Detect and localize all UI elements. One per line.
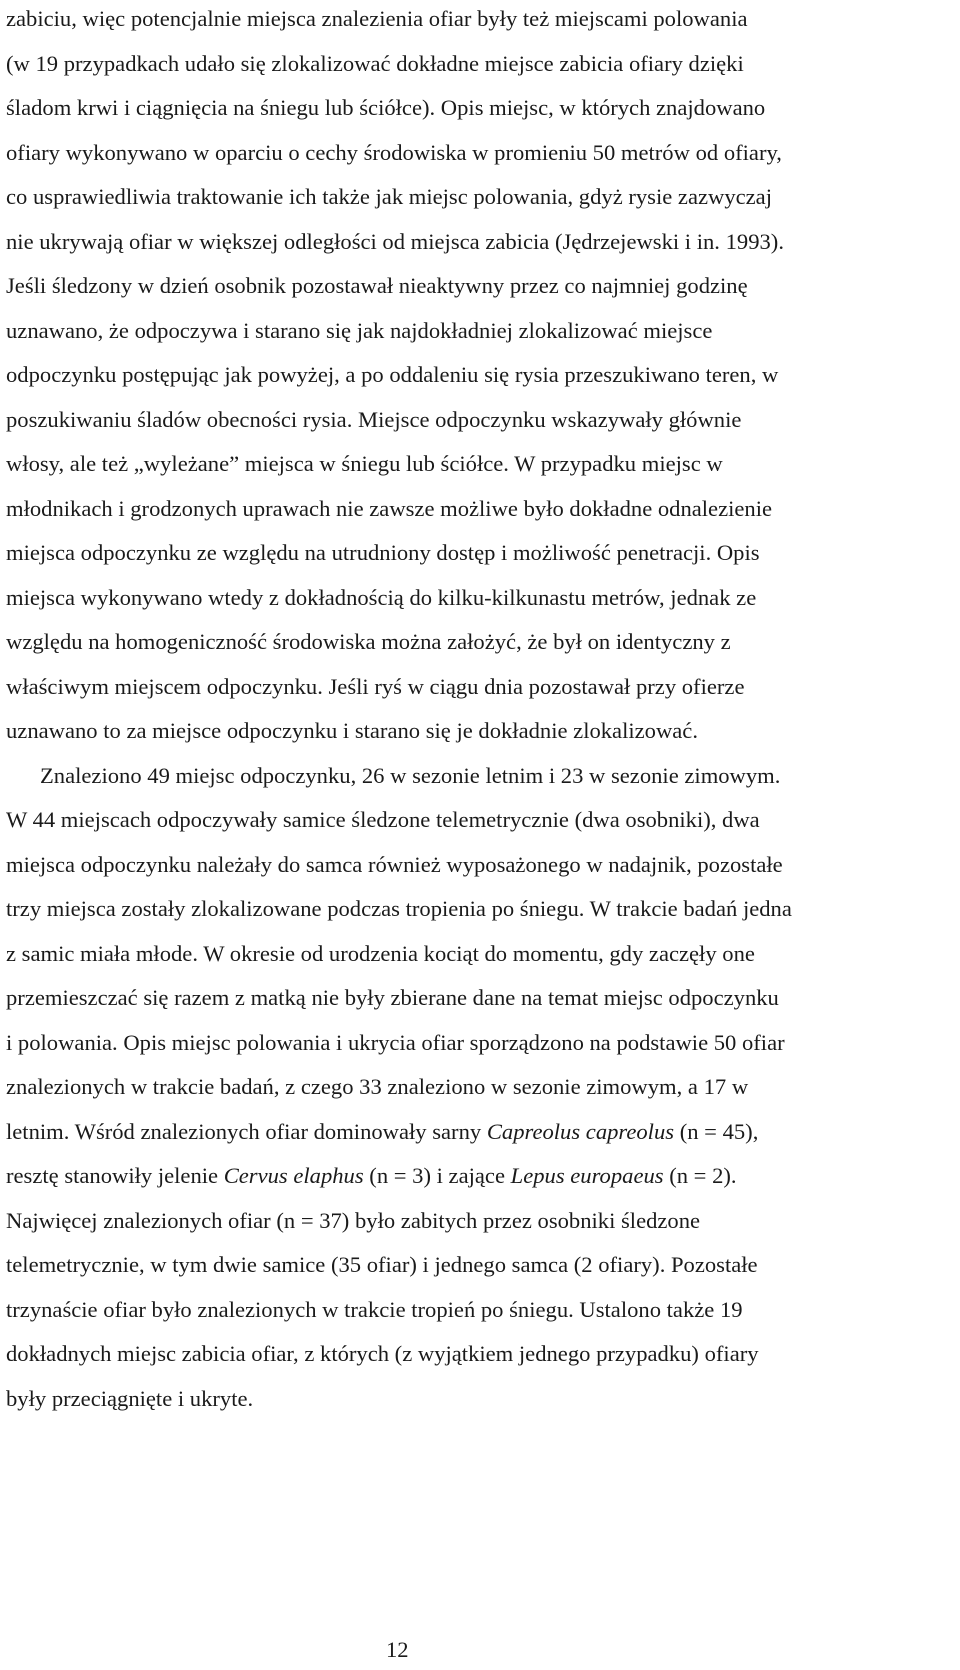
text-line: znalezionych w trakcie badań, z czego 33 znaleziono w sezonie zimowym, a 17 w <box>6 1074 749 1099</box>
species-name: Capreolus capreolus <box>486 1119 675 1144</box>
text-line: Znaleziono 49 miejsc odpoczynku, 26 w sezonie letnim i 23 w sezonie zimowym. <box>40 763 781 788</box>
text-line: zabiciu, więc potencjalnie miejsca znalezienia ofiar były też miejscami polowania <box>6 6 748 31</box>
text-line: miejsca wykonywano wtedy z dokładnością do kilku-kilkunastu metrów, jednak ze <box>6 585 757 610</box>
text-line: ofiary wykonywano w oparciu o cechy środowiska w promieniu 50 metrów od ofiary, <box>6 140 782 165</box>
text-segment: letnim. Wśród znalezionych ofiar dominowały sarny <box>6 1119 487 1144</box>
page-number: 12 <box>386 1637 409 1662</box>
species-name: Cervus elaphus <box>223 1163 364 1188</box>
text-line <box>6 1117 758 1147</box>
text-line: przemieszczać się razem z matką nie były zbierane dane na temat miejsc odpoczynku <box>6 985 779 1010</box>
text-line: i polowania. Opis miejsc polowania i ukrycia ofiar sporządzono na podstawie 50 ofiar <box>6 1030 785 1055</box>
text-segment: (n = 45), <box>674 1119 759 1144</box>
text-line: poszukiwaniu śladów obecności rysia. Miejsce odpoczynku wskazywały głównie <box>6 407 742 432</box>
text-line: uznawano, że odpoczywa i starano się jak najdokładniej zlokalizować miejsce <box>6 318 713 343</box>
text-line: W 44 miejscach odpoczywały samice śledzone telemetrycznie (dwa osobniki), dwa <box>6 807 760 832</box>
species-name: Lepus europaeus <box>510 1163 664 1188</box>
text-line: Jeśli śledzony w dzień osobnik pozostawał nieaktywny przez co najmniej godzinę <box>6 273 748 298</box>
text-segment: (n = 3) i zające <box>363 1163 511 1188</box>
text-line: śladom krwi i ciągnięcia na śniegu lub ściółce). Opis miejsc, w których znajdowano <box>6 95 766 120</box>
text-line: były przeciągnięte i ukryte. <box>6 1386 254 1411</box>
text-line: z samic miała młode. W okresie od urodzenia kociąt do momentu, gdy zaczęły one <box>6 941 755 966</box>
text-line: co usprawiedliwia traktowanie ich także jak miejsc polowania, gdyż rysie zazwyczaj <box>6 184 772 209</box>
text-line: dokładnych miejsc zabicia ofiar, z których (z wyjątkiem jednego przypadku) ofiary <box>6 1341 759 1366</box>
text-line: (w 19 przypadkach udało się zlokalizować dokładne miejsce zabicia ofiary dzięki <box>6 51 744 76</box>
text-line: miejsca odpoczynku ze względu na utrudniony dostęp i możliwość penetracji. Opis <box>6 540 760 565</box>
text-line: włosy, ale też „wyleżane” miejsca w śniegu lub ściółce. W przypadku miejsc w <box>6 451 723 476</box>
text-line: Najwięcej znalezionych ofiar (n = 37) było zabitych przez osobniki śledzone <box>6 1208 701 1233</box>
text-line: nie ukrywają ofiar w większej odległości od miejsca zabicia (Jędrzejewski i in. 1993). <box>6 229 784 254</box>
text-line: odpoczynku postępując jak powyżej, a po oddaleniu się rysia przeszukiwano teren, w <box>6 362 779 387</box>
text-segment: resztę stanowiły jelenie <box>6 1163 224 1188</box>
text-line: uznawano to za miejsce odpoczynku i starano się je dokładnie zlokalizować. <box>6 718 698 743</box>
text-line: młodnikach i grodzonych uprawach nie zawsze możliwe było dokładne odnalezienie <box>6 496 773 521</box>
text-line: właściwym miejscem odpoczynku. Jeśli ryś w ciągu dnia pozostawał przy ofierze <box>6 674 745 699</box>
text-line: telemetrycznie, w tym dwie samice (35 ofiar) i jednego samca (2 ofiary). Pozostałe <box>6 1252 758 1277</box>
text-line: trzynaście ofiar było znalezionych w trakcie tropień po śniegu. Ustalono także 19 <box>6 1297 743 1322</box>
text-segment: (n = 2). <box>663 1163 737 1188</box>
text-line: trzy miejsca zostały zlokalizowane podczas tropienia po śniegu. W trakcie badań jedna <box>6 896 792 921</box>
text-line: miejsca odpoczynku należały do samca również wyposażonego w nadajnik, pozostałe <box>6 852 783 877</box>
text-line: względu na homogeniczność środowiska można założyć, że był on identyczny z <box>6 629 731 654</box>
text-line <box>6 1161 737 1191</box>
